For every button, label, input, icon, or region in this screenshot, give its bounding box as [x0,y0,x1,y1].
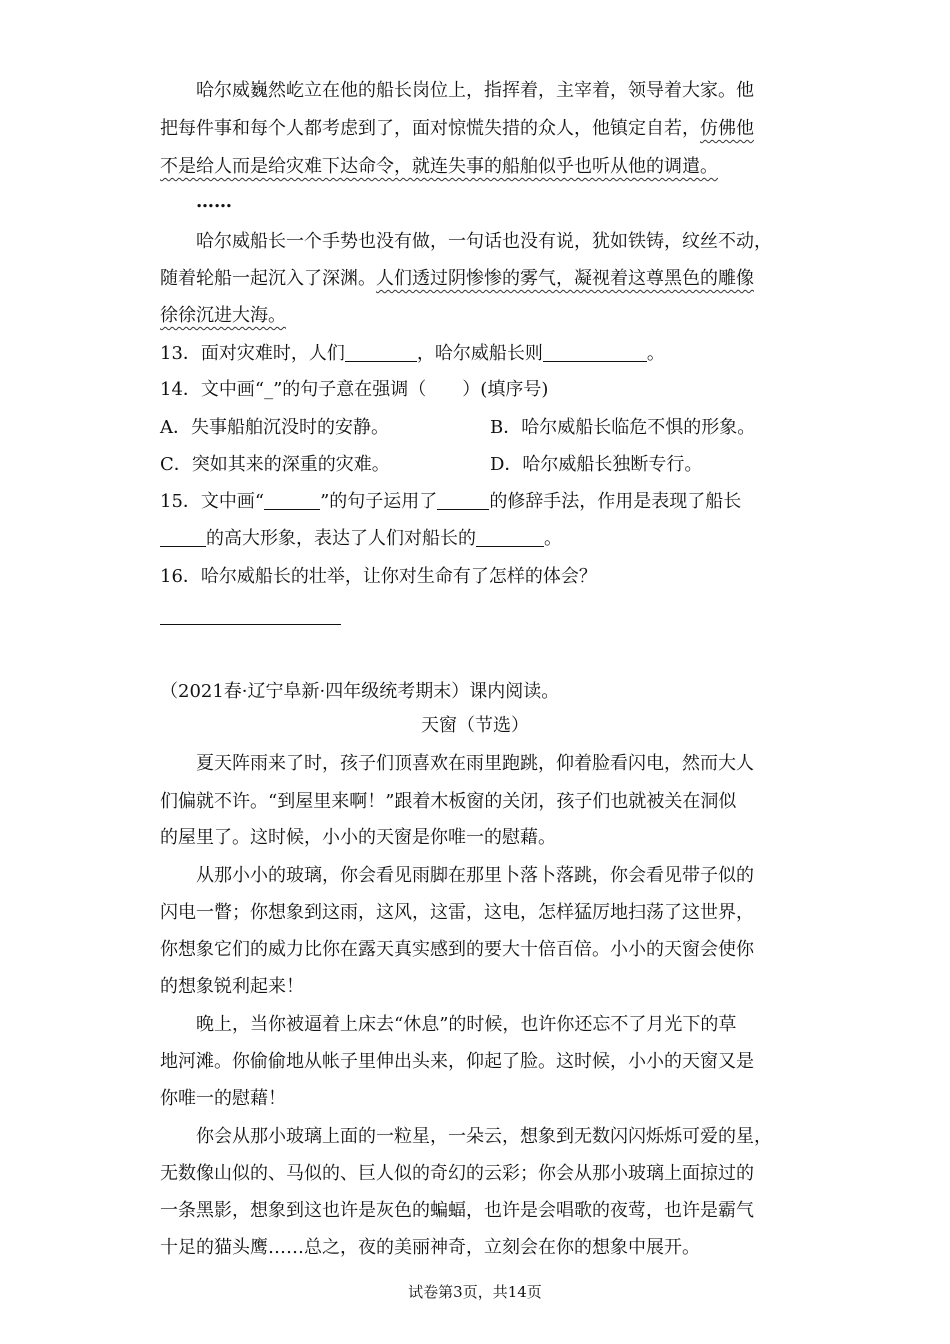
passage2-line: 你唯一的慰藉！ [160,1088,286,1109]
passage2-line: 无数像山似的、马似的、巨人似的奇幻的云彩；你会从那小玻璃上面掠过的 [160,1163,754,1184]
passage-title: 天窗（节选） [421,715,529,736]
passage2-line: 闪电一瞥；你想象到这雨，这风，这雷，这电，怎样猛厉地扫荡了这世界， [160,902,754,923]
question-text: ，哈尔威船长则 [416,343,543,364]
question-15-cont [160,527,562,551]
answer-blank[interactable] [437,491,489,510]
passage1-text: 把每件事和每个人都考虑到了，面对惊慌失措的众人，他镇定自若， [160,118,700,139]
passage2-line: 从那小小的玻璃，你会看见雨脚在那里卜落卜落跳，你会看见带子似的 [196,865,754,886]
passage2-line: 晚上，当你被逼着上床去“休息”的时候，也许你还忘不了月光下的草 [196,1014,737,1035]
wavy-underlined-sentence: 人们透过阴惨惨的雾气，凝视着这尊黑色的雕像 [376,268,754,289]
passage2-line: 你会从那小玻璃上面的一粒星，一朵云，想象到无数闪闪烁烁可爱的星， [196,1126,772,1147]
passage2-line: 的想象锐利起来！ [160,976,304,997]
question-15 [160,490,741,514]
passage2-line: 十足的猫头鹰……总之，夜的美丽神奇，立刻会在你的想象中展开。 [160,1237,700,1258]
answer-blank[interactable] [264,491,320,510]
passage2-line: 你想象它们的威力比你在露天真实感到的要大十倍百倍。小小的天窗会使你 [160,939,754,960]
passage2-line: 们偏就不许。“到屋里来啊！”跟着木板窗的关闭，孩子们也就被关在洞似 [160,791,737,812]
option-d: D．哈尔威船长独断专行。 [490,454,703,475]
passage2-line: 的屋里了。这时候，小小的天窗是你唯一的慰藉。 [160,827,556,848]
answer-blank[interactable] [160,528,206,547]
answer-blank[interactable] [543,343,647,362]
passage1-line: 哈尔威巍然屹立在他的船长岗位上，指挥着，主宰着，领导着大家。他 [196,80,754,101]
question-text: 15．文中画“ [160,491,265,512]
question-text: 。 [646,343,665,364]
wavy-underlined-sentence: 不是给人而是给灾难下达命令，就连失事的船舶似乎也听从他的调遣。 [160,156,718,177]
option-a: A．失事船舶沉没时的安静。 [160,417,389,438]
answer-line[interactable] [160,624,341,625]
wavy-underlined-sentence: 仿佛他 [700,118,754,139]
passage1-line [160,267,754,291]
question-13 [160,342,665,366]
passage1-text: 随着轮船一起沉入了深渊。 [160,268,376,289]
question-14: 14．文中画“_”的句子意在强调（ ）(填序号) [160,379,549,400]
question-text: 。 [544,528,562,549]
option-c: C．突如其来的深重的灾难。 [160,454,390,475]
passage2-line: 地河滩。你偷偷地从帐子里伸出头来，仰起了脸。这时候，小小的天窗又是 [160,1051,754,1072]
wavy-underlined-sentence: 徐徐沉进大海。 [160,305,286,326]
passage2-line: 一条黑影，想象到这也许是灰色的蝙蝠，也许是会唱歌的夜莺，也许是霸气 [160,1200,754,1221]
page-footer: 试卷第3页，共14页 [408,1283,542,1301]
passage1-line: 哈尔威船长一个手势也没有做，一句话也没有说，犹如铁铸，纹丝不动， [196,231,772,252]
passage1-line [160,117,754,141]
source-note: （2021春·辽宁阜新·四年级统考期末）课内阅读。 [160,681,560,702]
option-b: B．哈尔威船长临危不惧的形象。 [490,417,756,438]
question-text: ”的句子运用了 [320,491,438,512]
ellipsis: …… [196,191,232,212]
question-16: 16．哈尔威船长的壮举，让你对生命有了怎样的体会？ [160,566,597,587]
question-text: 的高大形象，表达了人们对船长的 [206,528,476,549]
answer-blank[interactable] [476,528,544,547]
answer-blank[interactable] [345,343,417,362]
passage2-line: 夏天阵雨来了时，孩子们顶喜欢在雨里跑跳，仰着脸看闪电，然而大人 [196,753,754,774]
question-text: 的修辞手法，作用是表现了船长 [489,491,742,512]
question-text: 13．面对灾难时，人们 [160,343,345,364]
